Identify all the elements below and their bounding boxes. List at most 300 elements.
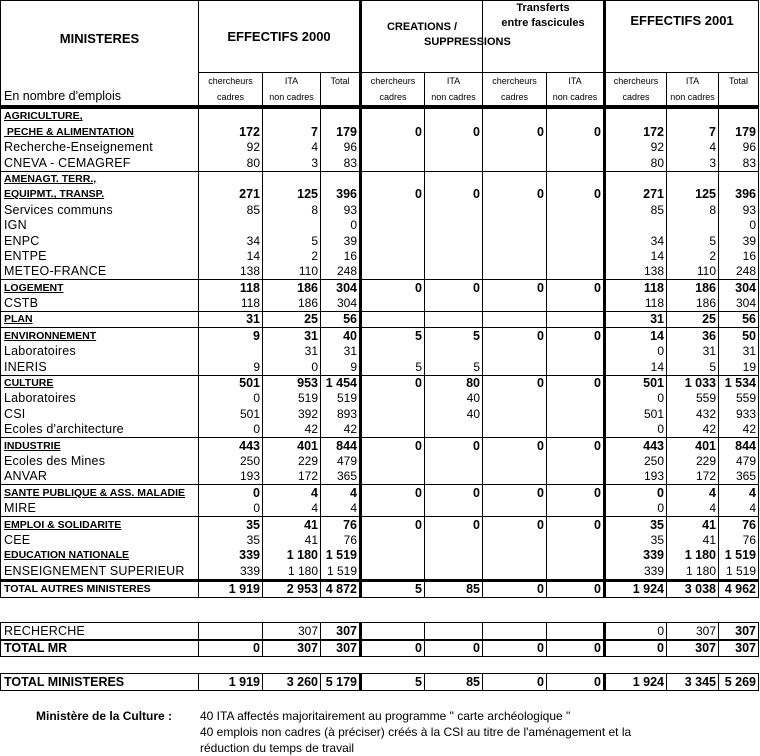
value-cell: 0	[361, 375, 425, 391]
value-cell: 0	[425, 438, 483, 454]
value-cell	[425, 140, 483, 155]
value-cell: 307	[667, 623, 719, 640]
value-cell: 16	[719, 249, 759, 264]
value-cell: 953	[263, 375, 321, 391]
value-cell: 0	[361, 438, 425, 454]
value-cell	[425, 548, 483, 563]
table-row	[1, 264, 759, 280]
subheader-label: non cadres	[431, 92, 476, 102]
value-cell: 93	[321, 202, 361, 217]
subheader-label: chercheurs	[370, 76, 416, 86]
row-label: AMENAGT. TERR.,	[1, 171, 199, 187]
value-cell: 1 180	[263, 548, 321, 563]
value-cell: 0	[483, 187, 547, 202]
value-cell: 179	[321, 124, 361, 139]
subheader-cell	[361, 73, 425, 108]
value-cell: 0	[263, 359, 321, 375]
value-cell: 9	[199, 359, 263, 375]
row-label: Recherche-Enseignement	[1, 140, 199, 155]
value-cell	[547, 344, 605, 359]
value-cell: 0	[483, 124, 547, 139]
value-cell	[321, 171, 361, 187]
subheader-cell	[605, 73, 667, 108]
value-cell: 125	[667, 187, 719, 202]
value-cell	[361, 155, 425, 171]
table-row	[1, 469, 759, 485]
value-cell: 35	[199, 533, 263, 548]
value-cell: 110	[263, 264, 321, 280]
value-cell: 0	[483, 485, 547, 501]
ministry-row	[1, 280, 759, 296]
value-cell: 307	[667, 640, 719, 657]
value-cell	[425, 469, 483, 485]
value-cell: 501	[199, 406, 263, 421]
value-cell: 172	[199, 124, 263, 139]
value-cell	[361, 422, 425, 438]
value-cell: 844	[719, 438, 759, 454]
value-cell: 5	[667, 359, 719, 375]
value-cell: 172	[263, 469, 321, 485]
subheader-cell	[199, 73, 263, 108]
value-cell	[547, 548, 605, 563]
value-cell	[667, 218, 719, 233]
value-cell: 0	[605, 391, 667, 406]
value-cell: 4	[263, 140, 321, 155]
value-cell	[547, 391, 605, 406]
row-label: RECHERCHE	[1, 623, 199, 640]
subheader-cell	[667, 73, 719, 108]
value-cell: 339	[605, 548, 667, 563]
footnote-line: réduction du temps de travail	[200, 741, 355, 755]
value-cell: 307	[321, 640, 361, 657]
value-cell: 1 534	[719, 375, 759, 391]
value-cell	[483, 359, 547, 375]
value-cell: 1 519	[321, 548, 361, 563]
subheader-label: Total	[330, 76, 350, 86]
value-cell: 80	[425, 375, 483, 391]
value-cell	[425, 422, 483, 438]
subheader-label: non cadres	[552, 92, 598, 102]
value-cell: 96	[719, 140, 759, 155]
value-cell: 0	[361, 280, 425, 296]
subheader-label: cadres	[216, 92, 244, 102]
value-cell	[425, 533, 483, 548]
value-cell	[483, 233, 547, 248]
subheader-label: chercheurs	[492, 76, 537, 86]
value-cell	[361, 140, 425, 155]
value-cell: 339	[199, 548, 263, 563]
value-cell: 80	[199, 155, 263, 171]
ministry-row	[1, 187, 759, 202]
ministry-row	[1, 640, 759, 657]
value-cell	[483, 533, 547, 548]
value-cell: 304	[719, 280, 759, 296]
value-cell: 0	[483, 674, 547, 691]
value-cell	[361, 218, 425, 233]
value-cell	[667, 107, 719, 124]
subheader-label: ITA	[284, 76, 299, 86]
value-cell: 92	[605, 140, 667, 155]
value-cell: 0	[361, 640, 425, 657]
row-label: CNEVA - CEMAGREF	[1, 155, 199, 171]
value-cell	[425, 264, 483, 280]
value-cell	[425, 296, 483, 312]
row-label: TOTAL AUTRES MINISTERES	[1, 580, 199, 597]
value-cell: 179	[719, 124, 759, 139]
value-cell	[483, 391, 547, 406]
value-cell: 35	[605, 517, 667, 533]
value-cell: 3 345	[667, 674, 719, 691]
value-cell	[425, 623, 483, 640]
suppressions-label: SUPPRESSIONS	[424, 35, 511, 48]
total-row	[1, 580, 759, 597]
value-cell	[361, 469, 425, 485]
ministry-row	[1, 124, 759, 139]
value-cell	[547, 563, 605, 580]
value-cell	[605, 171, 667, 187]
value-cell	[361, 249, 425, 264]
value-cell	[361, 391, 425, 406]
value-cell	[361, 454, 425, 469]
transferts-label-1: Transferts	[516, 2, 570, 14]
value-cell	[263, 171, 321, 187]
value-cell: 501	[605, 375, 667, 391]
value-cell: 40	[425, 406, 483, 421]
table-row	[1, 359, 759, 375]
row-label: EDUCATION NATIONALE	[1, 548, 199, 563]
effectifs-2000-header: EFFECTIFS 2000	[199, 1, 361, 73]
value-cell: 31	[321, 344, 361, 359]
subheader-cell	[719, 73, 759, 108]
value-cell: 1 924	[605, 580, 667, 597]
value-cell: 1 924	[605, 674, 667, 691]
value-cell: 0	[547, 328, 605, 344]
subheader-cell	[321, 73, 361, 108]
value-cell: 0	[483, 438, 547, 454]
value-cell: 4	[263, 501, 321, 517]
value-cell: 5	[263, 233, 321, 248]
value-cell: 25	[667, 312, 719, 328]
value-cell	[425, 563, 483, 580]
value-cell: 80	[605, 155, 667, 171]
value-cell: 0	[425, 517, 483, 533]
value-cell: 559	[719, 391, 759, 406]
value-cell: 125	[263, 187, 321, 202]
value-cell: 4	[719, 485, 759, 501]
value-cell	[547, 107, 605, 124]
value-cell	[425, 344, 483, 359]
row-label: ENTPE	[1, 249, 199, 264]
value-cell: 31	[605, 312, 667, 328]
value-cell	[199, 344, 263, 359]
value-cell: 193	[605, 469, 667, 485]
row-label: MIRE	[1, 501, 199, 517]
value-cell	[361, 264, 425, 280]
value-cell: 248	[719, 264, 759, 280]
subheader-label: ITA	[446, 76, 461, 86]
value-cell: 0	[483, 280, 547, 296]
table-row	[1, 563, 759, 580]
row-label: ENVIRONNEMENT	[1, 328, 199, 344]
subheader-label: chercheurs	[208, 76, 253, 86]
value-cell: 42	[321, 422, 361, 438]
table-row	[1, 422, 759, 438]
row-label: EQUIPMT., TRANSP.	[1, 187, 199, 202]
value-cell: 85	[199, 202, 263, 217]
ministry-row	[1, 517, 759, 533]
value-cell: 14	[605, 328, 667, 344]
value-cell: 479	[321, 454, 361, 469]
value-cell: 5 269	[719, 674, 759, 691]
total-ministeres-table	[0, 673, 759, 691]
value-cell	[547, 422, 605, 438]
value-cell	[425, 312, 483, 328]
value-cell: 501	[199, 375, 263, 391]
value-cell	[483, 202, 547, 217]
value-cell	[263, 107, 321, 124]
value-cell: 39	[321, 233, 361, 248]
value-cell	[199, 623, 263, 640]
value-cell	[361, 548, 425, 563]
value-cell: 7	[263, 124, 321, 139]
row-label: IGN	[1, 218, 199, 233]
transferts-label-2: entre fascicules	[501, 17, 585, 29]
value-cell	[547, 155, 605, 171]
value-cell	[483, 107, 547, 124]
ministry-row	[1, 107, 759, 124]
value-cell: 8	[263, 202, 321, 217]
value-cell	[361, 563, 425, 580]
value-cell: 396	[719, 187, 759, 202]
value-cell: 0	[483, 375, 547, 391]
value-cell	[321, 107, 361, 124]
subheader-label: non cadres	[670, 92, 715, 102]
value-cell: 19	[719, 359, 759, 375]
value-cell	[361, 501, 425, 517]
subheader-cell	[263, 73, 321, 108]
value-cell: 248	[321, 264, 361, 280]
row-label: PECHE & ALIMENTATION	[1, 124, 199, 139]
footnote-line: 40 emplois non cadres (à préciser) créés à la CSI au titre de l'aménagement et la	[200, 725, 632, 739]
value-cell: 0	[483, 328, 547, 344]
value-cell: 229	[667, 454, 719, 469]
value-cell: 893	[321, 406, 361, 421]
ministry-row	[1, 312, 759, 328]
value-cell: 0	[547, 674, 605, 691]
value-cell	[547, 296, 605, 312]
value-cell: 42	[719, 422, 759, 438]
value-cell: 392	[263, 406, 321, 421]
value-cell	[547, 623, 605, 640]
creations-label: CREATIONS /	[386, 20, 458, 33]
value-cell: 186	[667, 280, 719, 296]
unit-label: En nombre d'emplois	[4, 89, 122, 103]
table-row	[1, 296, 759, 312]
value-cell: 443	[605, 438, 667, 454]
value-cell: 96	[321, 140, 361, 155]
value-cell: 42	[667, 422, 719, 438]
row-label: CEE	[1, 533, 199, 548]
value-cell: 35	[605, 533, 667, 548]
value-cell: 31	[263, 344, 321, 359]
value-cell	[483, 469, 547, 485]
row-label: METEO-FRANCE	[1, 264, 199, 280]
value-cell: 0	[483, 640, 547, 657]
ministry-row	[1, 438, 759, 454]
value-cell: 14	[605, 359, 667, 375]
value-cell	[263, 218, 321, 233]
value-cell: 0	[483, 517, 547, 533]
row-label: Laboratoires	[1, 391, 199, 406]
value-cell: 56	[321, 312, 361, 328]
value-cell	[425, 218, 483, 233]
value-cell: 0	[199, 501, 263, 517]
table-row	[1, 391, 759, 406]
value-cell: 0	[361, 124, 425, 139]
value-cell: 307	[263, 623, 321, 640]
value-cell	[199, 171, 263, 187]
value-cell	[667, 171, 719, 187]
value-cell: 92	[199, 140, 263, 155]
value-cell: 9	[321, 359, 361, 375]
value-cell: 35	[199, 517, 263, 533]
row-label: PLAN	[1, 312, 199, 328]
footnote-line: 40 ITA affectés majoritairement au programme " carte archéologique "	[200, 709, 571, 723]
row-label: Ecoles des Mines	[1, 454, 199, 469]
value-cell: 1 919	[199, 674, 263, 691]
value-cell: 7	[667, 124, 719, 139]
value-cell	[361, 233, 425, 248]
value-cell	[547, 249, 605, 264]
value-cell	[547, 140, 605, 155]
value-cell: 138	[605, 264, 667, 280]
header-row	[1, 1, 759, 73]
value-cell: 41	[667, 517, 719, 533]
value-cell: 0	[719, 218, 759, 233]
value-cell	[425, 454, 483, 469]
value-cell: 933	[719, 406, 759, 421]
value-cell	[605, 218, 667, 233]
value-cell: 2	[263, 249, 321, 264]
value-cell: 307	[321, 623, 361, 640]
value-cell	[483, 623, 547, 640]
value-cell	[483, 296, 547, 312]
value-cell: 0	[361, 485, 425, 501]
subheader-label: Total	[728, 76, 748, 86]
table-row	[1, 140, 759, 155]
value-cell: 0	[605, 422, 667, 438]
value-cell: 4	[667, 485, 719, 501]
value-cell: 172	[605, 124, 667, 139]
value-cell: 0	[547, 438, 605, 454]
value-cell: 401	[667, 438, 719, 454]
row-label: CULTURE	[1, 375, 199, 391]
value-cell: 83	[321, 155, 361, 171]
value-cell	[547, 454, 605, 469]
value-cell: 1 180	[667, 548, 719, 563]
value-cell	[425, 202, 483, 217]
value-cell	[547, 202, 605, 217]
value-cell: 118	[199, 296, 263, 312]
value-cell: 0	[605, 485, 667, 501]
value-cell: 4	[667, 501, 719, 517]
row-label: EMPLOI & SOLIDARITE	[1, 517, 199, 533]
value-cell: 250	[199, 454, 263, 469]
value-cell	[547, 264, 605, 280]
value-cell	[483, 454, 547, 469]
value-cell	[483, 344, 547, 359]
value-cell	[483, 155, 547, 171]
value-cell: 304	[321, 296, 361, 312]
table-row	[1, 454, 759, 469]
value-cell	[361, 623, 425, 640]
value-cell: 5 179	[321, 674, 361, 691]
value-cell: 519	[321, 391, 361, 406]
effectifs-2001-header: EFFECTIFS 2001	[605, 1, 759, 73]
value-cell	[425, 501, 483, 517]
value-cell	[483, 171, 547, 187]
value-cell: 0	[605, 344, 667, 359]
value-cell: 0	[547, 187, 605, 202]
value-cell: 3 038	[667, 580, 719, 597]
value-cell: 0	[199, 391, 263, 406]
value-cell: 0	[199, 485, 263, 501]
value-cell: 1 519	[321, 563, 361, 580]
value-cell: 4	[263, 485, 321, 501]
value-cell: 365	[719, 469, 759, 485]
value-cell: 519	[263, 391, 321, 406]
value-cell	[483, 264, 547, 280]
value-cell: 76	[719, 517, 759, 533]
value-cell: 14	[605, 249, 667, 264]
value-cell	[547, 312, 605, 328]
value-cell	[547, 171, 605, 187]
value-cell: 85	[605, 202, 667, 217]
value-cell: 0	[425, 640, 483, 657]
row-label: ENSEIGNEMENT SUPERIEUR	[1, 563, 199, 580]
subheader-cell	[547, 73, 605, 108]
row-label: Services communs	[1, 202, 199, 217]
value-cell: 31	[719, 344, 759, 359]
value-cell: 83	[719, 155, 759, 171]
value-cell: 16	[321, 249, 361, 264]
footnote-label: Ministère de la Culture :	[36, 709, 173, 723]
row-label: LOGEMENT	[1, 280, 199, 296]
value-cell: 0	[321, 218, 361, 233]
value-cell: 396	[321, 187, 361, 202]
value-cell: 0	[425, 124, 483, 139]
value-cell: 0	[425, 280, 483, 296]
row-label: TOTAL MR	[1, 640, 199, 657]
value-cell: 56	[719, 312, 759, 328]
table-row	[1, 501, 759, 517]
table-row	[1, 155, 759, 171]
row-label: Ecoles d'architecture	[1, 422, 199, 438]
value-cell: 34	[605, 233, 667, 248]
value-cell: 0	[361, 187, 425, 202]
value-cell: 1 919	[199, 580, 263, 597]
value-cell: 93	[719, 202, 759, 217]
value-cell: 1 454	[321, 375, 361, 391]
value-cell: 4 962	[719, 580, 759, 597]
value-cell: 339	[199, 563, 263, 580]
value-cell	[199, 218, 263, 233]
value-cell: 193	[199, 469, 263, 485]
value-cell: 3	[667, 155, 719, 171]
value-cell	[483, 140, 547, 155]
row-label: ENPC	[1, 233, 199, 248]
row-label: Laboratoires	[1, 344, 199, 359]
